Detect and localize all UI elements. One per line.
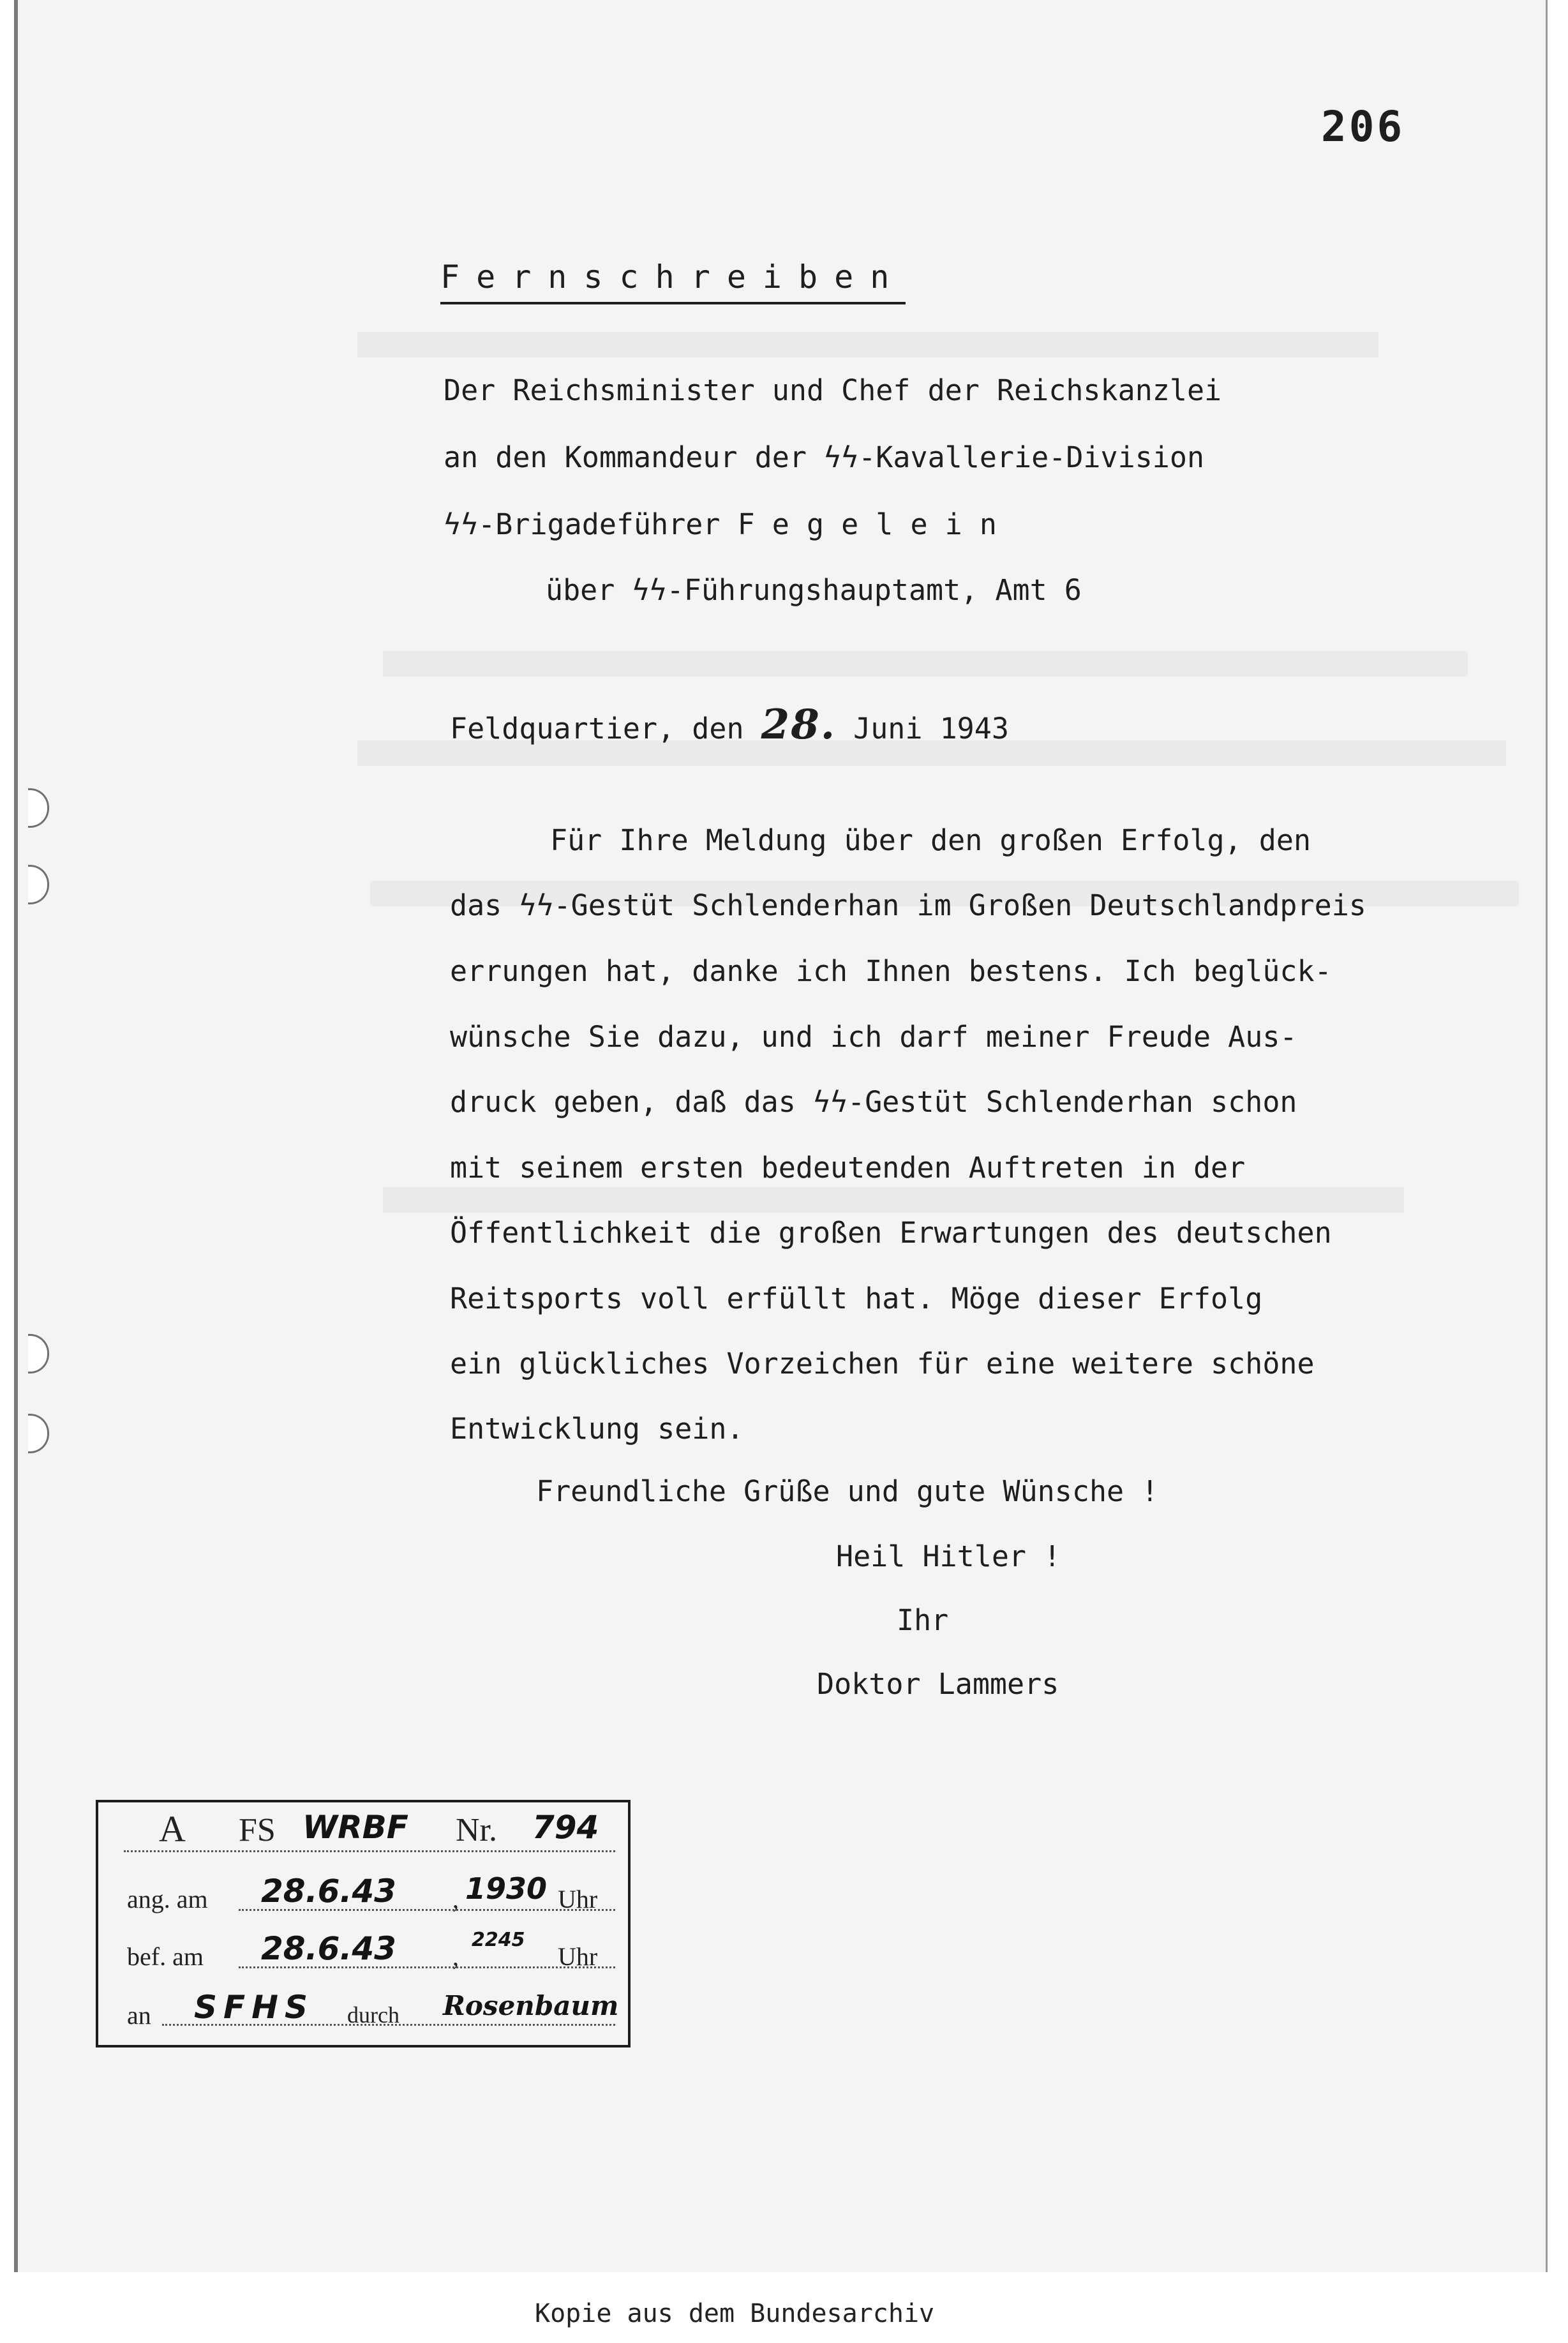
closing-salute: Heil Hitler !	[836, 1539, 1061, 1573]
header-line-rank: ϟϟ-Brigadeführer F e g e l e i n	[444, 507, 997, 541]
body-line: wünsche Sie dazu, und ich darf meiner Freude Aus-	[450, 1020, 1297, 1054]
bleed-through-texture	[357, 332, 1378, 357]
stamp-row-received	[98, 1866, 628, 1917]
stamp-nr-value: 794	[532, 1809, 599, 1846]
punch-hole	[28, 865, 49, 904]
stamp-uhr-label: Uhr	[558, 1885, 598, 1913]
header-line-via: über ϟϟ-Führungshauptamt, Amt 6	[546, 573, 1082, 607]
stamp-by-value: Rosenbaum	[443, 1990, 619, 2021]
archive-footer: Kopie aus dem Bundesarchiv	[535, 2299, 935, 2328]
stamp-uhr-label: Uhr	[558, 1942, 598, 1971]
closing-greeting: Freundliche Grüße und gute Wünsche !	[536, 1474, 1159, 1508]
document-title: Fernschreiben	[440, 258, 906, 304]
header-line-recipient: an den Kommandeur der ϟϟ-Kavallerie-Division	[444, 440, 1205, 474]
stamp-to-label: an	[127, 2001, 151, 2030]
bleed-through-texture	[383, 651, 1468, 677]
date-prefix: Feldquartier, den	[450, 712, 744, 745]
handwritten-day: 28.	[761, 701, 837, 749]
body-line: ein glückliches Vorzeichen für eine weitere schöne	[450, 1347, 1315, 1381]
stamp-to-value: SFHS	[194, 1989, 315, 2026]
body-line: Entwicklung sein.	[450, 1412, 744, 1446]
punch-hole	[28, 1414, 49, 1453]
stamp-comma: ,	[452, 1885, 459, 1913]
body-line: Für Ihre Meldung über den großen Erfolg, den	[550, 823, 1311, 857]
body-line: das ϟϟ-Gestüt Schlenderhan im Großen Deutschlandpreis	[450, 888, 1366, 922]
date-suffix: Juni 1943	[853, 712, 1009, 745]
dotted-rule	[239, 1909, 615, 1911]
stamp-received-label: ang. am	[127, 1885, 208, 1913]
bleed-through-texture	[383, 1187, 1404, 1213]
stamp-fs-value: WRBF	[302, 1809, 408, 1846]
body-line: Öffentlichkeit die großen Erwartungen des deutschen	[450, 1216, 1332, 1250]
stamp-comma: ,	[452, 1942, 459, 1971]
receipt-stamp	[96, 1800, 631, 2047]
stamp-row-sent	[98, 1924, 628, 1975]
dotted-rule	[239, 1966, 615, 1968]
stamp-sent-time: 2245	[472, 1929, 525, 1951]
stamp-sent-label: bef. am	[127, 1942, 204, 1971]
stamp-received-date: 28.6.43	[261, 1873, 396, 1910]
punch-hole	[28, 1334, 49, 1374]
stamp-sent-date: 28.6.43	[261, 1930, 396, 1967]
body-line: errungen hat, danke ich Ihnen bestens. Ich beglück-	[450, 954, 1332, 988]
stamp-fs-label: FS	[239, 1812, 276, 1848]
body-line: mit seinem ersten bedeutenden Auftreten in der	[450, 1151, 1246, 1185]
stamp-row-recipient	[98, 1981, 628, 2032]
date-line	[450, 701, 1009, 749]
body-line: Reitsports voll erfüllt hat. Möge dieser Erfolg	[450, 1282, 1263, 1315]
stamp-nr-label: Nr.	[456, 1812, 497, 1848]
signature: Doktor Lammers	[817, 1667, 1059, 1701]
closing-pronoun: Ihr	[897, 1603, 949, 1637]
stamp-by-label: durch	[347, 2002, 399, 2028]
header-line-sender: Der Reichsminister und Chef der Reichskanzlei	[444, 373, 1222, 407]
page-number: 206	[1321, 102, 1405, 151]
dotted-rule	[124, 1850, 615, 1852]
stamp-received-time: 1930	[465, 1871, 548, 1906]
stamp-row-header	[98, 1808, 628, 1859]
dotted-rule	[162, 2024, 615, 2026]
body-line: druck geben, daß das ϟϟ-Gestüt Schlenderhan schon	[450, 1085, 1297, 1119]
punch-hole	[28, 788, 49, 828]
stamp-letter: A	[159, 1808, 186, 1850]
